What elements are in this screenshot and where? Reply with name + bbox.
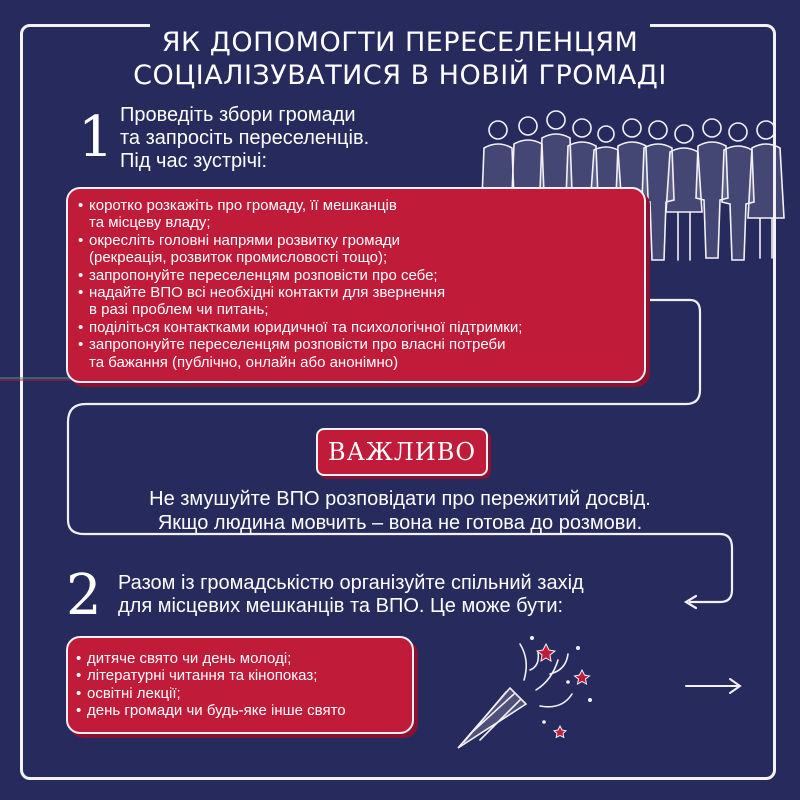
important-note [90,487,710,535]
list-item [76,650,412,667]
list-item [76,685,412,702]
party-popper-illustration [440,630,620,760]
list-item-line: • літературні читання та кінопоказ; [87,667,318,685]
list-item [76,702,412,719]
list-item [78,267,644,284]
step-2-number: 2 [66,563,102,628]
list-item [78,319,644,336]
list-item-line: • дитяче свято чи день молоді; [87,650,292,667]
list-item-line: • надайте ВПО всі необхідні контакти для звернення [89,284,446,302]
list-item-line: • поділіться контактками юридичної та психологічної підтримки; [89,318,523,336]
list-item-line: • окресліть головні напрями розвитку громади [89,231,401,249]
step-2-intro [118,572,718,618]
step-1-list-box [66,187,646,383]
step-2-list-box [66,636,414,734]
page-title [100,26,700,92]
step-1-number: 1 [78,105,114,170]
step-1-list [78,197,644,371]
list-item [78,197,644,232]
step-1-intro-line: Проведіть збори громади [120,104,356,126]
step-1-intro-line: та запросіть переселенців. [120,127,370,149]
list-item-line: (рекреація, розвиток промисловості тощо); [89,249,388,267]
important-badge: ВАЖЛИВО [316,428,488,476]
title-line-2: СОЦІАЛІЗУВАТИСЯ В НОВІЙ ГРОМАДІ [133,60,667,91]
list-item-line: • освітні лекції; [87,684,181,702]
list-item-line: • день громади чи будь-яке інше свято [87,702,346,720]
title-line-1: ЯК ДОПОМОГТИ ПЕРЕСЕЛЕНЦЯМ [161,27,639,58]
step-2-list [76,650,412,720]
list-item-line: та бажання (публічно, онлайн або анонімно) [89,353,399,371]
list-item-line: • коротко розкажіть про громаду, її мешканців [89,197,397,214]
important-note-line: Не змушуйте ВПО розповідати про пережитий досвід. [149,488,651,510]
step-1-intro [120,104,420,173]
list-item [78,284,644,319]
step-1-intro-line: Під час зустрічі: [120,150,268,172]
list-item [78,336,644,371]
step-2-intro-line: Разом із громадськістю організуйте спільний захід [118,572,584,594]
list-item-line: • запропонуйте переселенцям розповісти про власні потреби [89,336,506,354]
list-item [78,232,644,267]
right-arrow-icon [684,676,744,696]
list-item-line: в разі проблем чи питань; [89,301,269,319]
list-item-line: та місцеву владу; [89,214,211,232]
step-2-intro-line: для місцевих мешканців та ВПО. Це може бути: [118,595,564,617]
list-item-line: • запропонуйте переселенцям розповісти про себе; [89,266,438,284]
list-item [76,667,412,684]
important-note-line: Якщо людина мовчить – вона не готова до розмови. [157,512,643,534]
